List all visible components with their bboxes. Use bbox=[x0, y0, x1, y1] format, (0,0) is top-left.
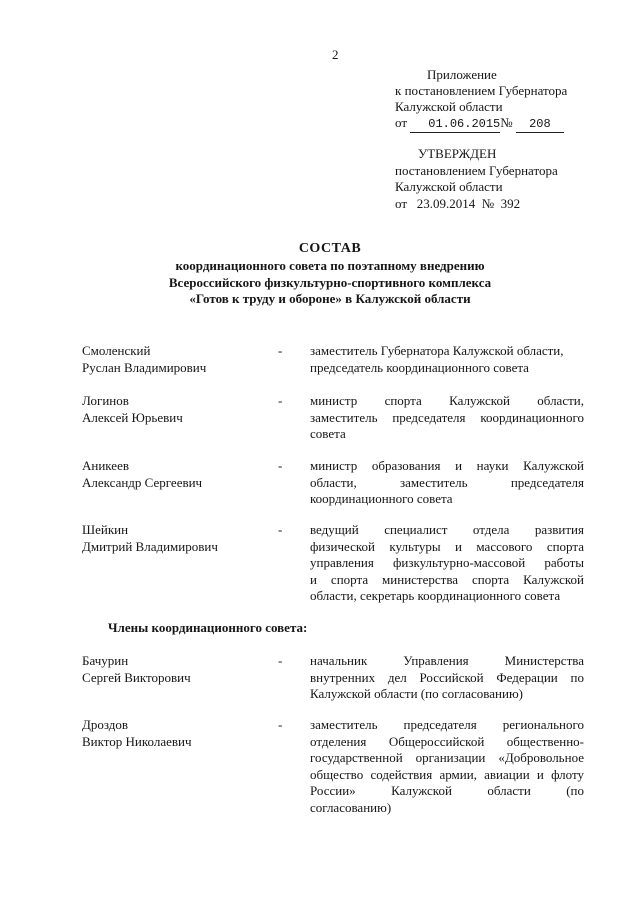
dash: - bbox=[278, 343, 283, 358]
approved-line: постановлением Губернатора bbox=[395, 162, 558, 178]
appendix-heading: Приложение bbox=[427, 67, 497, 82]
person-role: начальник Управления Министерства внутренних дел Российской Федерации по Калужской области (по согласованию) bbox=[310, 653, 584, 701]
person-name: Дроздов Виктор Николаевич bbox=[82, 717, 192, 749]
approved-date-line: от 23.09.2014 № 392 bbox=[395, 195, 521, 211]
person-role: ведущий специалист отдела развития физической культуры и массового спорта управления физкультурно-массовой работы и спорта министерства спорта Калужской области, секретарь координационного совета bbox=[310, 522, 584, 603]
date-value: 01.06.2015 bbox=[428, 117, 501, 131]
dash: - bbox=[278, 458, 283, 473]
person-name: Аникеев Александр Сергеевич bbox=[82, 458, 203, 490]
title-line: «Готов к труду и обороне» в Калужской области bbox=[189, 291, 471, 306]
members-heading: Члены координационного совета: bbox=[108, 620, 308, 635]
person-name: Логинов Алексей Юрьевич bbox=[82, 393, 183, 425]
approved-line: Калужской области bbox=[395, 179, 503, 194]
number-value: 208 bbox=[529, 117, 551, 131]
approved-block bbox=[395, 146, 558, 212]
dash: - bbox=[278, 393, 283, 408]
title-line: Всероссийского физкультурно-спортивного комплекса bbox=[168, 274, 492, 290]
appendix-date-line bbox=[395, 115, 567, 133]
person-role: министр спорта Калужской области, заместитель председателя координационного совета bbox=[310, 393, 584, 441]
person-name: Шейкин Дмитрий Владимирович bbox=[82, 522, 218, 554]
appendix-line: Калужской области bbox=[395, 99, 503, 114]
number-prefix: № bbox=[500, 115, 513, 130]
title-main: СОСТАВ bbox=[298, 241, 362, 256]
appendix-block bbox=[395, 67, 567, 133]
dash: - bbox=[278, 522, 283, 537]
date-prefix: от bbox=[395, 115, 408, 130]
person-name: Бачурин Сергей Викторович bbox=[82, 653, 191, 685]
person-role: министр образования и науки Калужской области, заместитель председателя координационного совета bbox=[310, 458, 584, 506]
document-title bbox=[80, 240, 580, 308]
dash: - bbox=[278, 653, 283, 668]
person-name: Смоленский Руслан Владимирович bbox=[82, 343, 207, 375]
dash: - bbox=[278, 717, 283, 732]
title-line: координационного совета по поэтапному внедрению bbox=[175, 258, 485, 273]
page-number: 2 bbox=[332, 47, 339, 62]
approved-heading: УТВЕРЖДЕН bbox=[418, 146, 497, 161]
appendix-line: к постановлением Губернатора bbox=[395, 83, 568, 98]
person-role: заместитель председателя регионального отделения Общероссийской общественно- государственной организации «Добровольное общество содействия армии, авиации и флоту России» Калужской области (по согласованию) bbox=[310, 717, 584, 815]
person-role: заместитель Губернатора Калужской области, председатель координационного совета bbox=[310, 343, 564, 375]
